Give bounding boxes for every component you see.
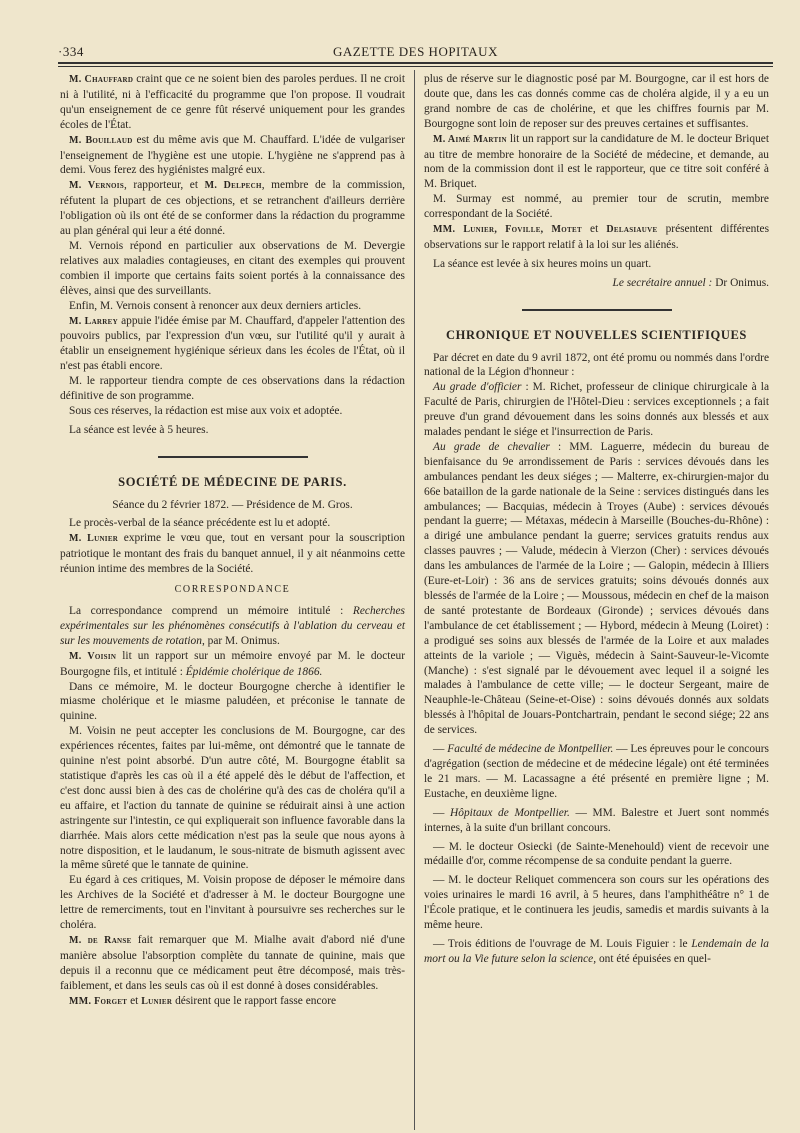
page-header: [58, 38, 773, 60]
right-column: [424, 72, 769, 967]
left-column: [60, 72, 405, 1009]
paragraph: M. Bouillaud est du même avis que M. Chauffard. L'idée de vulgariser l'enseignement de l'hygiène est une utopie. L'hygiène ne s'apprend pas à demi. Vous ferez des hygiénistes malgré eux.: [60, 133, 406, 177]
paragraph: M. Lunier exprime le vœu que, tout en versant pour la souscription patriotique le montant des frais du banquet annuel, il y ait néanmoins cette réunion intime des membres de la Société.: [60, 532, 406, 576]
paragraph: — Hôpitaux de Montpellier. — MM. Balestre et Juert sont nommés internes, à la suite d'un brillant concours.: [424, 806, 770, 834]
paragraph: Le procès-verbal de la séance précédente est lu et adopté.: [69, 517, 331, 530]
paragraph: La séance est levée à 5 heures.: [69, 423, 209, 436]
paragraph: M. le rapporteur tiendra compte de ces observations dans la rédaction définitive de son programme.: [60, 375, 405, 403]
paragraph: M. Larrey appuie l'idée émise par M. Chauffard, d'appeler l'attention des pouvoirs publics, par l'expression d'un vœu, sur l'utilité qu'il y aurait à établir un enseignement hygiénique sérieux dans les écoles de l'État, où il n'est pas établi encore.: [60, 314, 405, 373]
column-divider: [414, 70, 415, 1130]
paragraph: — M. le docteur Reliquet commencera son cours sur les opérations des voies urinaires le mardi 16 avril, à 5 heures, dans l'amphithéâtre n° 1 de l'École pratique, et le continuera les jeudis, samedis et mardis suivants à la même heure.: [424, 874, 769, 932]
paragraph: La séance est levée à six heures moins un quart.: [433, 257, 652, 270]
session-line: Séance du 2 février 1872. — Présidence de M. Gros.: [112, 498, 353, 511]
paragraph: M. Aimé Martin lit un rapport sur la candidature de M. le docteur Briquet au titre de membre honoraire de la Société de médecine, et demande, au nom de la commission dont il est le rapporteur, que ce titre soit conféré à M. Briquet.: [424, 132, 770, 191]
paragraph: Par décret en date du 9 avril 1872, ont été promu ou nommés dans l'ordre national de la Légion d'honneur :: [424, 351, 769, 379]
paragraph: plus de réserve sur le diagnostic posé par M. Bourgogne, car il est hors de doute que, dans les cas donnés comme cas de choléra algide, il y a eu un grand nombre de cas de cholérine, et que les chiffres fournis par M. Bourgogne sont loin de reposer sur des preuves certaines et suffisantes.: [424, 73, 769, 130]
paragraph: M. Vernois répond en particulier aux observations de M. Devergie relatives aux maladies contagieuses, en citant des exemples qui prouvent combien il importe que certains faits soient portés à la connaissance des élèves, ainsi que des surveillants.: [60, 239, 405, 297]
section-title: CHRONIQUE ET NOUVELLES SCIENTIFIQUES: [446, 327, 747, 342]
paragraph: Sous ces réserves, la rédaction est mise aux voix et adoptée.: [69, 404, 343, 417]
paragraph: Enfin, M. Vernois consent à renoncer aux deux derniers articles.: [69, 299, 362, 312]
paragraph: M. Chauffard craint que ce ne soient bien des paroles perdues. Il ne croit ni à l'utilité, ni à l'efficacité du programme que l'on propose. Il voudrait qu'un enseignement de ce genre fût réservé uniquement pour les grandes écoles de l'État.: [60, 73, 405, 131]
paragraph: MM. Lunier, Foville, Motet et Delasiauve présentent différentes observations sur le rapport relatif à la loi sur les aliénés.: [424, 223, 769, 251]
section-title: SOCIÉTÉ DE MÉDECINE DE PARIS.: [118, 474, 347, 489]
journal-title: GAZETTE DES HOPITAUX: [333, 44, 498, 59]
paragraph: M. Voisin lit un rapport sur un mémoire envoyé par M. le docteur Bourgogne fils, et intitulé : Épidémie cholérique de 1866.: [60, 649, 405, 678]
paragraph: — Faculté de médecine de Montpellier. — Les épreuves pour le concours d'agrégation (section de médecine et de médecine légale) ont été terminées le 21 mars. — M. Lacassagne a été présenté en première ligne ; M. Eustache, en deuxième ligne.: [424, 743, 769, 800]
paragraph: Eu égard à ces critiques, M. Voisin propose de déposer le mémoire dans les Archives de la Société et d'adresser à M. le docteur Bourgogne une lettre de remerciments, tout en l'invitant à poursuivre ses recherches sur le choléra.: [60, 874, 405, 932]
paragraph: Dans ce mémoire, M. le docteur Bourgogne cherche à identifier le miasme cholérique et le miasme paludéen, et préconise le tannate de quinine.: [60, 680, 405, 723]
paragraph: MM. Forget et Lunier désirent que le rapport fasse encore: [69, 994, 337, 1007]
page-number: ·334: [58, 44, 84, 59]
header-rule-thin: [58, 66, 773, 67]
header-rule: [58, 62, 773, 64]
subsection-title: CORRESPONDANCE: [174, 584, 291, 596]
ornament-divider: [60, 448, 405, 463]
paragraph: — Trois éditions de l'ouvrage de M. Louis Figuier : le Lendemain de la mort ou la Vie future selon la science, ont été épuisées en quel-: [424, 937, 769, 965]
paragraph: M. Voisin ne peut accepter les conclusions de M. Bourgogne, car des expériences récentes, faites par lui-même, ont démontré que le tannate de quinine n'est point absorbé. D'un autre côté, M. Bourgogne établit sa statistique d'après les cas où il a été appelé dès le début de l'affection, et c'est donc aussi bien à des cas de cholérine qu'à des cas de choléra qu'il a eu affaire, et l'action du tannate de quinine se réduirait ainsi à une action astringente sur l'intestin, ce qui expliquerait son influence favorable dans la diarrhée. Mais alors cette médication n'est pas la seule que nous ayons à notre disposition, et le laudanum, le sous-nitrate de bismuth agissent avec la même sûreté que le tannate de quinine.: [60, 725, 405, 872]
ornament-divider: [424, 301, 769, 316]
paragraph: Au grade d'officier : M. Richet, professeur de clinique chirurgicale à la Faculté de Paris, chirurgien de l'Hôtel-Dieu : services exceptionnels ; a fait preuve d'un grand dévouement dans les soins donnés aux blessés et aux malades pendant le siége et l'insurrection de Paris.: [424, 381, 770, 439]
paragraph: Au grade de chevalier : MM. Laguerre, médecin du bureau de bienfaisance du 9e arrondissement de Paris : services dévoués dans les ambulances pendant les deux siéges ; — Malterre, ex-chirurgien-major du 66e bataillon de la garde nationale de la Seine : services distingués dans les ambulances; — Bacquias, médecin à Troyes (Aube) : services dévoués pendant la guerre; — Métaxas, médecin à Marseille (Bouches-du-Rhône) : a dirigé une ambulance pendant la guerre; services gratuits rendus aux classes pauvres ; — Valude, médecin à Vierzon (Cher) : services dévoués dans les ambulances de l'armée de la Loire ; — Galopin, médecin à Illiers (Eure-et-Loir) : 36 ans de services gratuits; soins dévoués donnés aux blessés de l'armée de la Loire ; — Moussous, médecin en chef de la maison de santé protestante de Bordeaux (Gironde) ; services dévoués dans l'ambulance de cet établissement ; — Hybord, médecin à Meung (Loiret) : a prodigué ses soins aux blessés de l'armée de la Loire et aux malades atteints de la variole ; — Viguès, médecin à Saint-Sauveur-le-Vicomte (Manche) : s'est signalé par le dévouement avec lequel il a soigné les malades à l'ambulance de cette ville; — le docteur Sergeant, maire de Neauphle-le-Château (Seine-et-Oise) : soins dévoués donnés aux soldats blessés à l'hôpital de Jouars-Pontchartrain, pendant le second siége; 22 ans de services.: [424, 440, 769, 737]
signature: Le secrétaire annuel : Dr Onimus.: [612, 276, 769, 289]
paragraph: — M. le docteur Osiecki (de Sainte-Menehould) vient de recevoir une médaille d'or, comme récompense de sa conduite pendant la guerre.: [424, 840, 769, 868]
paragraph: La correspondance comprend un mémoire intitulé : Recherches expérimentales sur les phénomènes consécutifs à l'ablation du cerveau et sur les mouvements de rotation, par M. Onimus.: [60, 605, 405, 647]
paragraph: M. de Ranse fait remarquer que M. Mialhe avait d'abord nié d'une manière absolue l'absorption complète du tannate de quinine, mais que depuis il a reconnu que ce médicament peut être décomposé, mais très-faiblement, et dans les seuls cas où il est donné à doses considérables.: [60, 933, 405, 992]
paragraph: M. Vernois, rapporteur, et M. Delpech, membre de la commission, réfutent la plupart de ces objections, et se retranchent d'ailleurs derrière l'obligation où ils ont été de se conformer dans la rédaction du programme au plan général qui leur a été donné.: [60, 179, 405, 238]
paragraph: M. Surmay est nommé, au premier tour de scrutin, membre correspondant de la Société.: [424, 193, 769, 221]
